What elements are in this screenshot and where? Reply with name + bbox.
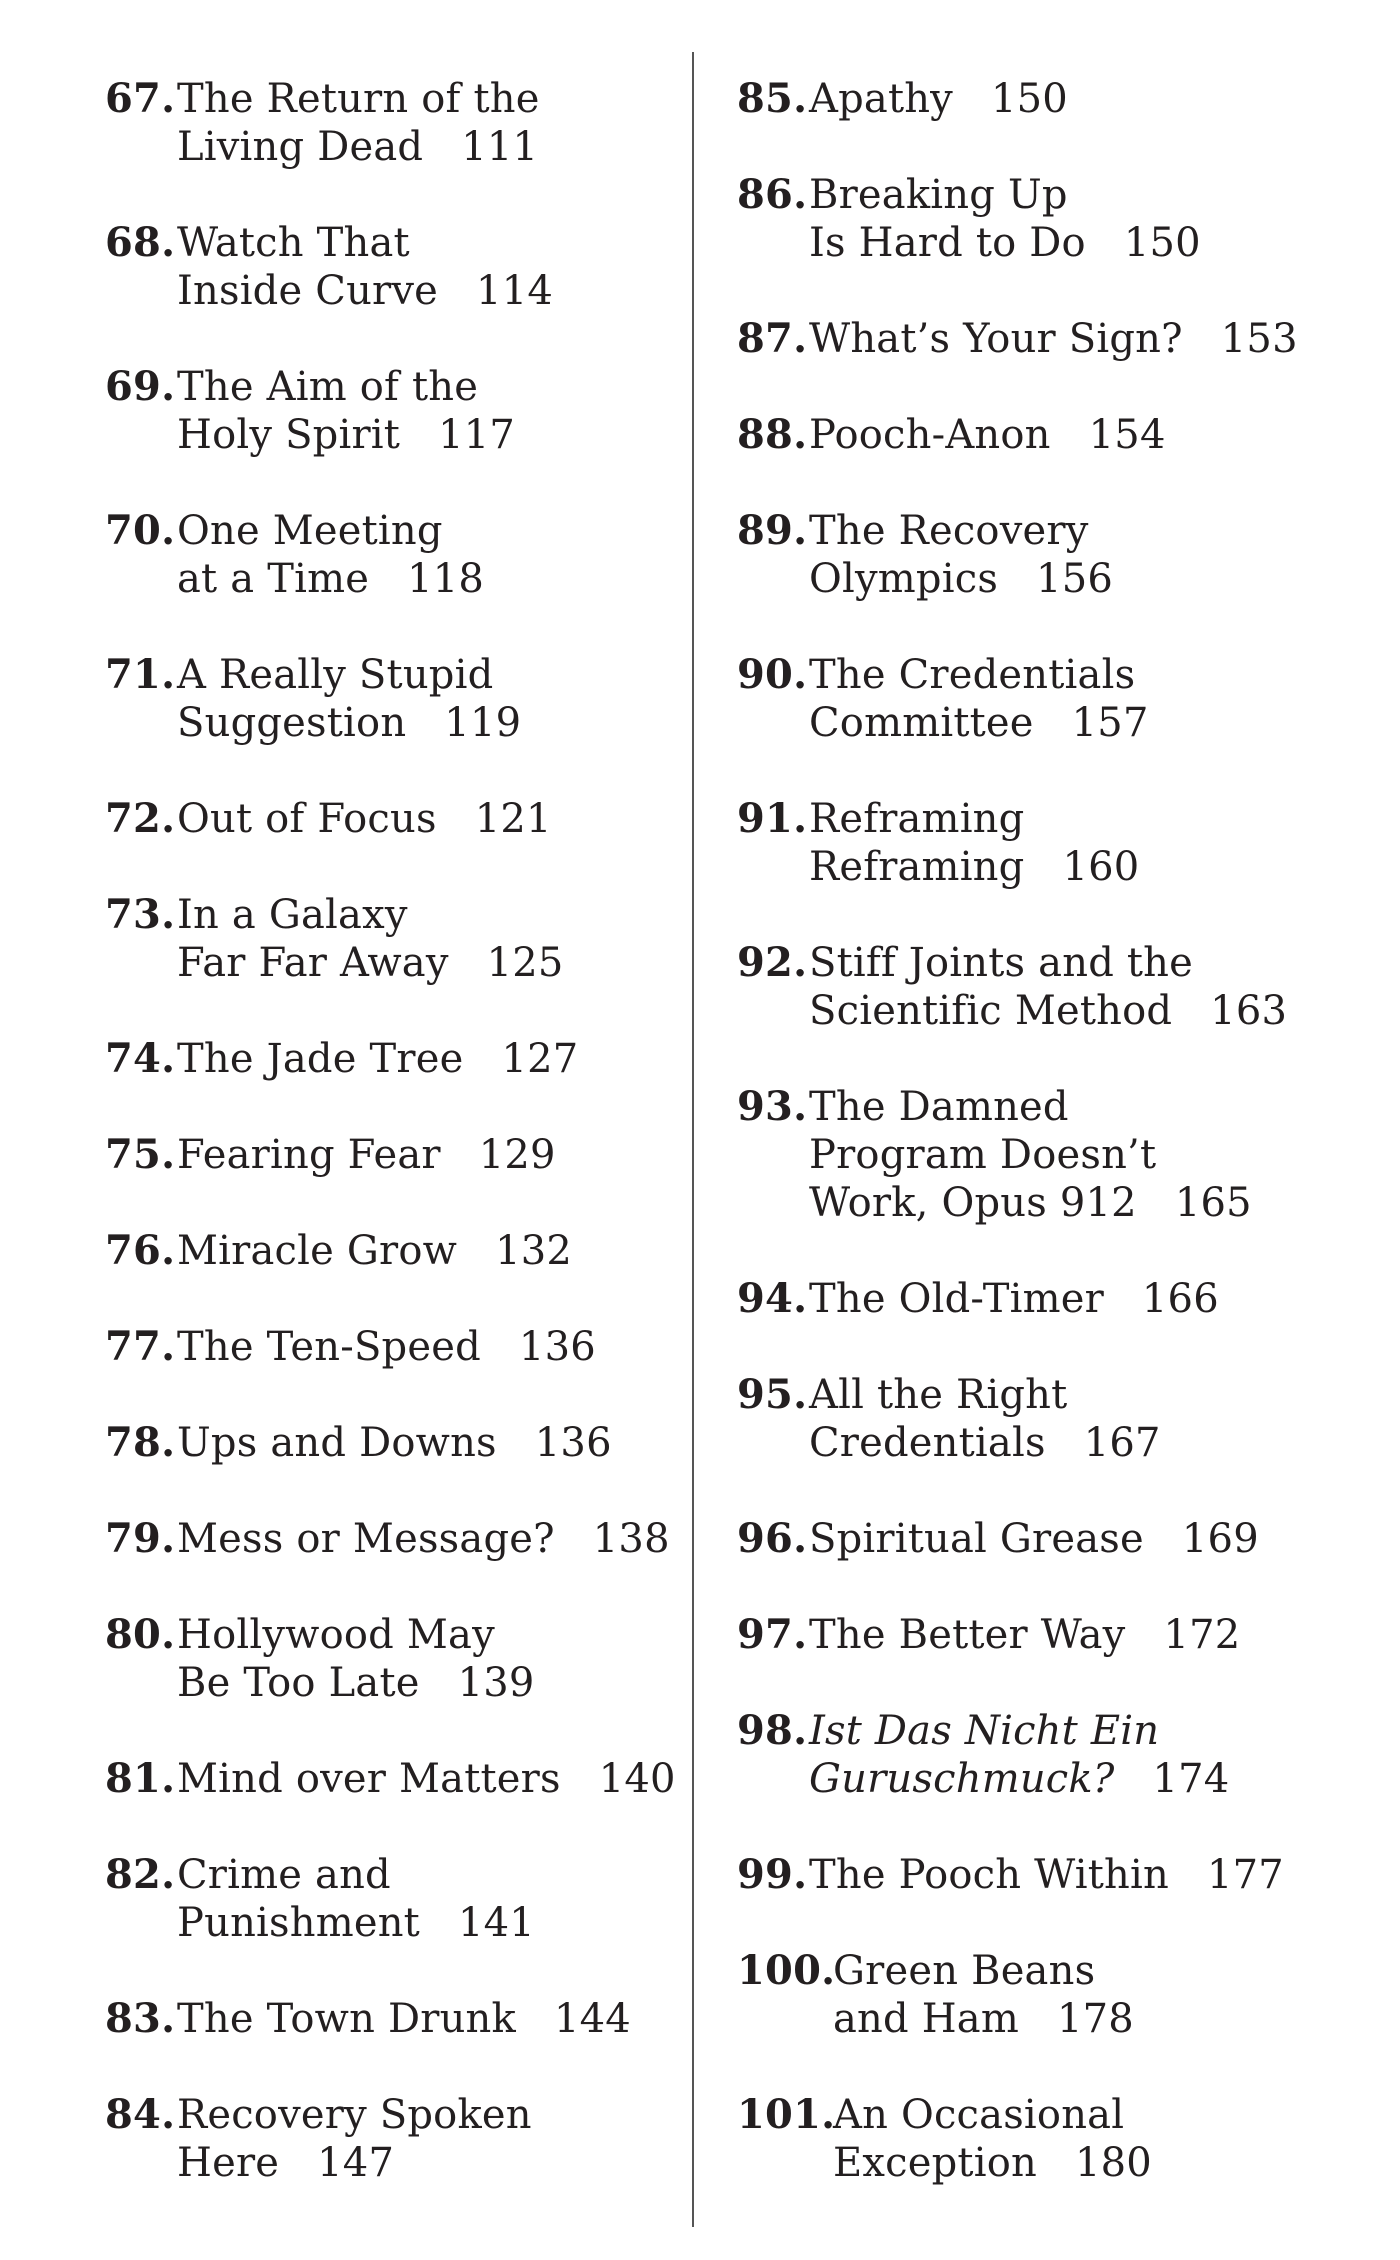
page-number: 156 [1036,556,1113,602]
toc-entry[interactable] [105,75,540,171]
page-number: 167 [1083,1420,1161,1466]
page-number: 177 [1206,1852,1284,1898]
entry-title-line: Mind over Matters [177,1756,561,1802]
entry-number: 84. [105,2091,176,2138]
page-number: 150 [1123,220,1201,266]
entry-number: 75. [105,1131,176,1178]
toc-entry[interactable] [737,1275,1219,1323]
toc-entry[interactable] [737,1707,1229,1803]
toc-entry[interactable] [105,1851,535,1947]
toc-entry[interactable] [737,2091,1152,2187]
toc-entry[interactable] [737,1611,1240,1659]
entry-number: 98. [737,1707,808,1754]
page-number: 153 [1220,316,1298,362]
page-number: 163 [1210,988,1288,1034]
entry-title-line: Holy Spirit [177,412,401,458]
entry-title-line: Program Doesn’t [809,1132,1157,1178]
entry-title-line: Suggestion [177,700,407,746]
entry-title-line: Far Far Away [177,940,449,986]
entry-number: 91. [737,795,808,842]
toc-entry[interactable] [737,171,1201,267]
entry-title-line: The Ten-Speed [177,1324,481,1370]
entry-title-line: The Aim of the [177,364,479,410]
entry-title-line: The Recovery [809,508,1089,554]
toc-entry[interactable] [737,1371,1161,1467]
entry-number: 99. [737,1851,808,1898]
toc-entry[interactable] [105,1611,535,1707]
entry-number: 87. [737,315,808,362]
entry-title-line: Stiff Joints and the [809,940,1194,986]
page-number: 121 [474,796,552,842]
entry-title-line: Scientific Method [809,988,1173,1034]
entry-title-line: Breaking Up [809,172,1068,218]
entry-title-line: Miracle Grow [177,1228,458,1274]
entry-number: 76. [105,1227,176,1274]
page-number: 169 [1181,1516,1259,1562]
page-number: 132 [495,1228,573,1274]
entry-number: 77. [105,1323,176,1370]
entry-title-line: Pooch-Anon [809,412,1051,458]
entry-title-line: Reframing [809,844,1025,890]
toc-entry[interactable] [105,1035,578,1083]
entry-number: 94. [737,1275,808,1322]
page-number: 178 [1057,1996,1134,2042]
entry-number: 79. [105,1515,176,1562]
page-number: 140 [598,1756,676,1802]
toc-entry[interactable] [105,507,484,603]
entry-title-line: The Return of the [177,76,540,122]
entry-title-line: The Town Drunk [177,1996,516,2042]
page-number: 119 [444,700,522,746]
entry-title-line: Work, Opus 912 [809,1180,1137,1226]
entry-title-line: and Ham [833,1996,1019,2042]
entry-number: 100. [737,1947,836,1994]
entry-title-line: Committee [809,700,1034,746]
entry-title-line: Recovery Spoken [177,2092,532,2138]
entry-number: 86. [737,171,808,218]
entry-number: 80. [105,1611,176,1658]
page-number: 118 [407,556,485,602]
toc-entry[interactable] [105,1995,631,2043]
entry-number: 73. [105,891,176,938]
page-number: 160 [1062,844,1140,890]
page-number: 114 [476,268,553,314]
page-number: 139 [457,1660,535,1706]
entry-title-line: The Better Way [809,1612,1126,1658]
entry-title-line: A Really Stupid [177,652,494,698]
entry-title-line: In a Galaxy [177,892,408,938]
toc-entry[interactable] [105,1227,572,1275]
entry-number: 67. [105,75,176,122]
page-number: 147 [317,2140,395,2186]
entry-title-line: Mess or Message? [177,1516,555,1562]
entry-title-line: Ups and Downs [177,1420,497,1466]
entry-number: 89. [737,507,808,554]
page-number: 136 [518,1324,596,1370]
toc-entry[interactable] [737,1083,1252,1227]
toc-entry[interactable] [737,315,1298,363]
toc-entry[interactable] [737,795,1139,891]
entry-title-line: The Pooch Within [809,1852,1169,1898]
page-number: 144 [553,1996,631,2042]
entry-title-line: One Meeting [177,508,443,554]
entry-title-line: Credentials [809,1420,1046,1466]
entry-title-line: Fearing Fear [177,1132,441,1178]
entry-title-line: Guruschmuck? [809,1756,1115,1802]
entry-number: 74. [105,1035,176,1082]
toc-entry[interactable] [737,75,1068,123]
entry-title-line: The Credentials [809,652,1136,698]
page-number: 180 [1074,2140,1152,2186]
toc-entry[interactable] [737,1947,1134,2043]
entry-title-line: The Jade Tree [177,1036,464,1082]
page-number: 136 [534,1420,612,1466]
page-number: 111 [461,124,539,170]
toc-entry[interactable] [105,1419,612,1467]
toc-entry[interactable] [105,1131,556,1179]
entry-title-line: The Old-Timer [809,1276,1104,1322]
entry-number: 70. [105,507,176,554]
page-number: 172 [1163,1612,1241,1658]
entry-number: 81. [105,1755,176,1802]
toc-entry[interactable] [737,1851,1284,1899]
entry-number: 97. [737,1611,808,1658]
entry-number: 93. [737,1083,808,1130]
page-number: 138 [592,1516,670,1562]
toc-entry[interactable] [105,219,553,315]
entry-number: 92. [737,939,808,986]
entry-number: 71. [105,651,176,698]
page-number: 117 [438,412,516,458]
entry-title-line: The Damned [809,1084,1069,1130]
entry-number: 72. [105,795,176,842]
toc-entry[interactable] [737,507,1113,603]
toc-entry[interactable] [105,651,521,747]
page-number: 174 [1152,1756,1230,1802]
entry-title-line: All the Right [809,1372,1068,1418]
entry-title-line: An Occasional [833,2092,1125,2138]
entry-title-line: Punishment [177,1900,420,1946]
page-number: 127 [501,1036,579,1082]
entry-title-line: Be Too Late [177,1660,420,1706]
entry-number: 78. [105,1419,176,1466]
entry-title-line: Exception [833,2140,1037,2186]
toc-entry[interactable] [105,1755,676,1803]
toc-entry[interactable] [737,1515,1259,1563]
entry-number: 68. [105,219,176,266]
page-number: 157 [1071,700,1149,746]
entry-title-line: Ist Das Nicht Ein [809,1708,1160,1754]
toc-entry[interactable] [737,651,1149,747]
page-number: 150 [990,76,1068,122]
toc-entry[interactable] [737,411,1166,459]
toc-entry[interactable] [105,1323,596,1371]
entry-title-line: Is Hard to Do [809,220,1086,266]
entry-number: 85. [737,75,808,122]
entry-number: 82. [105,1851,176,1898]
entry-title-line: Hollywood May [177,1612,495,1658]
entry-title-line: Crime and [177,1852,391,1898]
toc-entry[interactable] [737,939,1287,1035]
page-number: 125 [486,940,564,986]
toc-entry[interactable] [105,891,564,987]
entry-title-line: Watch That [177,220,410,266]
toc-entry[interactable] [105,2091,532,2187]
toc-entry[interactable] [105,795,552,843]
toc-entry[interactable] [105,1515,670,1563]
page-number: 165 [1174,1180,1252,1226]
entry-title-line: Green Beans [833,1948,1096,1994]
page-number: 129 [478,1132,556,1178]
entry-number: 96. [737,1515,808,1562]
entry-number: 88. [737,411,808,458]
entry-title-line: Inside Curve [177,268,439,314]
column-divider [692,52,694,2227]
page-number: 141 [457,1900,535,1946]
page-number: 166 [1141,1276,1219,1322]
entry-number: 90. [737,651,808,698]
entry-title-line: Reframing [809,796,1025,842]
entry-number: 95. [737,1371,808,1418]
entry-title-line: Olympics [809,556,999,602]
entry-number: 83. [105,1995,176,2042]
entry-title-line: Out of Focus [177,796,437,842]
entry-title-line: Here [177,2140,280,2186]
entry-title-line: What’s Your Sign? [809,316,1183,362]
entry-number: 69. [105,363,176,410]
page-number: 154 [1088,412,1166,458]
entry-title-line: Living Dead [177,124,424,170]
toc-entry[interactable] [105,363,515,459]
entry-title-line: Apathy [809,76,953,122]
entry-title-line: Spiritual Grease [809,1516,1144,1562]
entry-title-line: at a Time [177,556,370,602]
entry-number: 101. [737,2091,836,2138]
